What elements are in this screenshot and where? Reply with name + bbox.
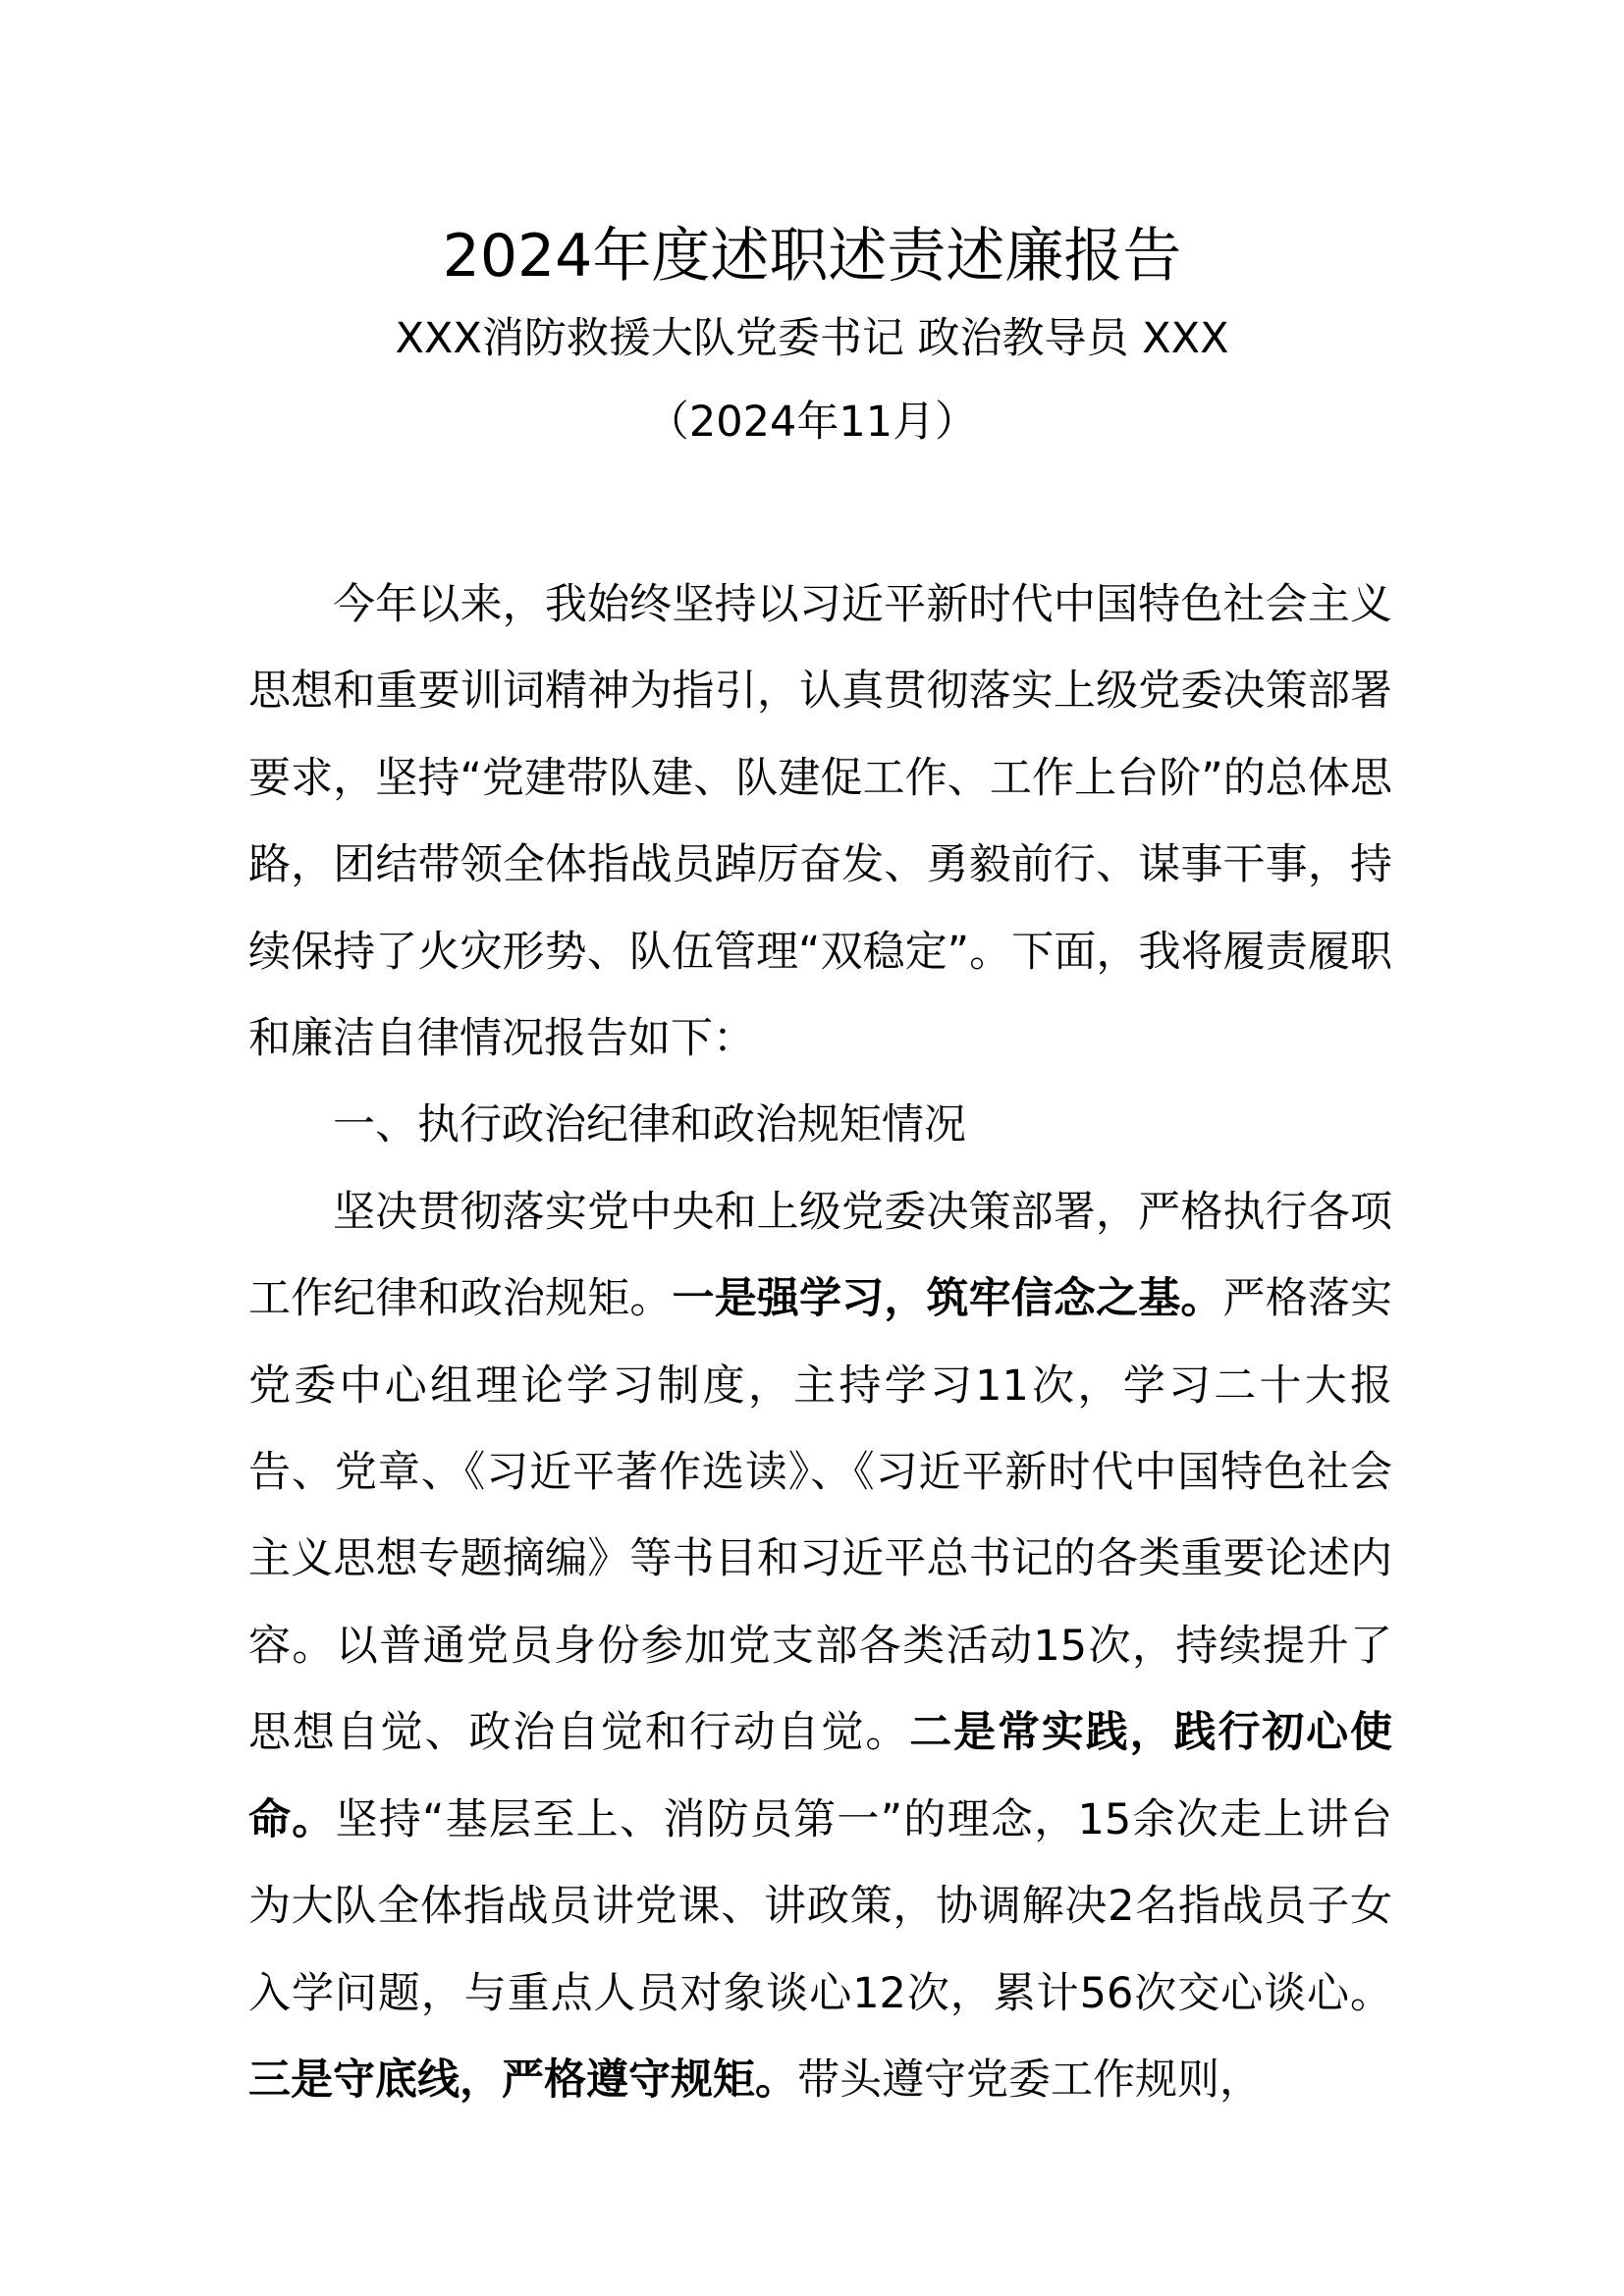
report-date: （2024年11月） [646, 398, 978, 447]
point-1-text: 严格落实党委中心组理论学习制度，主持学习11次，学习二十大报告、党章、《习近平著作选读》、《习近平新时代中国特色社会主义思想专题摘编》等书目和习近平总书记的各类重要论述内容。以普通党员身份参加党支部各类活动15次，持续提升了思想自觉、政治自觉和行动自觉。 [248, 1274, 1393, 1758]
point-3-title: 三是守底线，严格遵守规矩。 [248, 2055, 797, 2105]
point-1-title: 一是强学习，筑牢信念之基。 [672, 1274, 1223, 1324]
report-author-line: XXX消防救援大队党委书记 政治教导员 XXX [395, 314, 1229, 363]
section-1-paragraph [248, 1169, 1392, 2123]
point-2-title: 二是常实践，践行初心使命。 [248, 1708, 1393, 1844]
section-1-lead: 坚决贯彻落实党中央和上级党委决策部署，严格执行各项工作纪律和政治规矩。 [248, 1187, 1392, 1324]
report-body [248, 561, 1392, 2123]
report-title: 2024年度述职述责述廉报告 [442, 222, 1182, 291]
point-3-text: 带头遵守党委工作规则， [797, 2055, 1262, 2105]
section-heading-1: 一、执行政治纪律和政治规矩情况 [333, 1100, 966, 1150]
intro-paragraph: 今年以来，我始终坚持以习近平新时代中国特色社会主义思想和重要训词精神为指引，认真贯彻落实上级党委决策部署要求，坚持“党建带队建、队建促工作、工作上台阶”的总体思路，团结带领全体指战员踔厉奋发、勇毅前行、谋事干事，持续保持了火灾形势、队伍管理“双稳定”。下面，我将履责履职和廉洁自律情况报告如下： [248, 580, 1392, 1064]
point-2-text: 坚持“基层至上、消防员第一”的理念，15余次走上讲台为大队全体指战员讲党课、讲政策，协调解决2名指战员子女入学问题，与重点人员对象谈心12次，累计56次交心谈心。 [248, 1794, 1392, 2018]
